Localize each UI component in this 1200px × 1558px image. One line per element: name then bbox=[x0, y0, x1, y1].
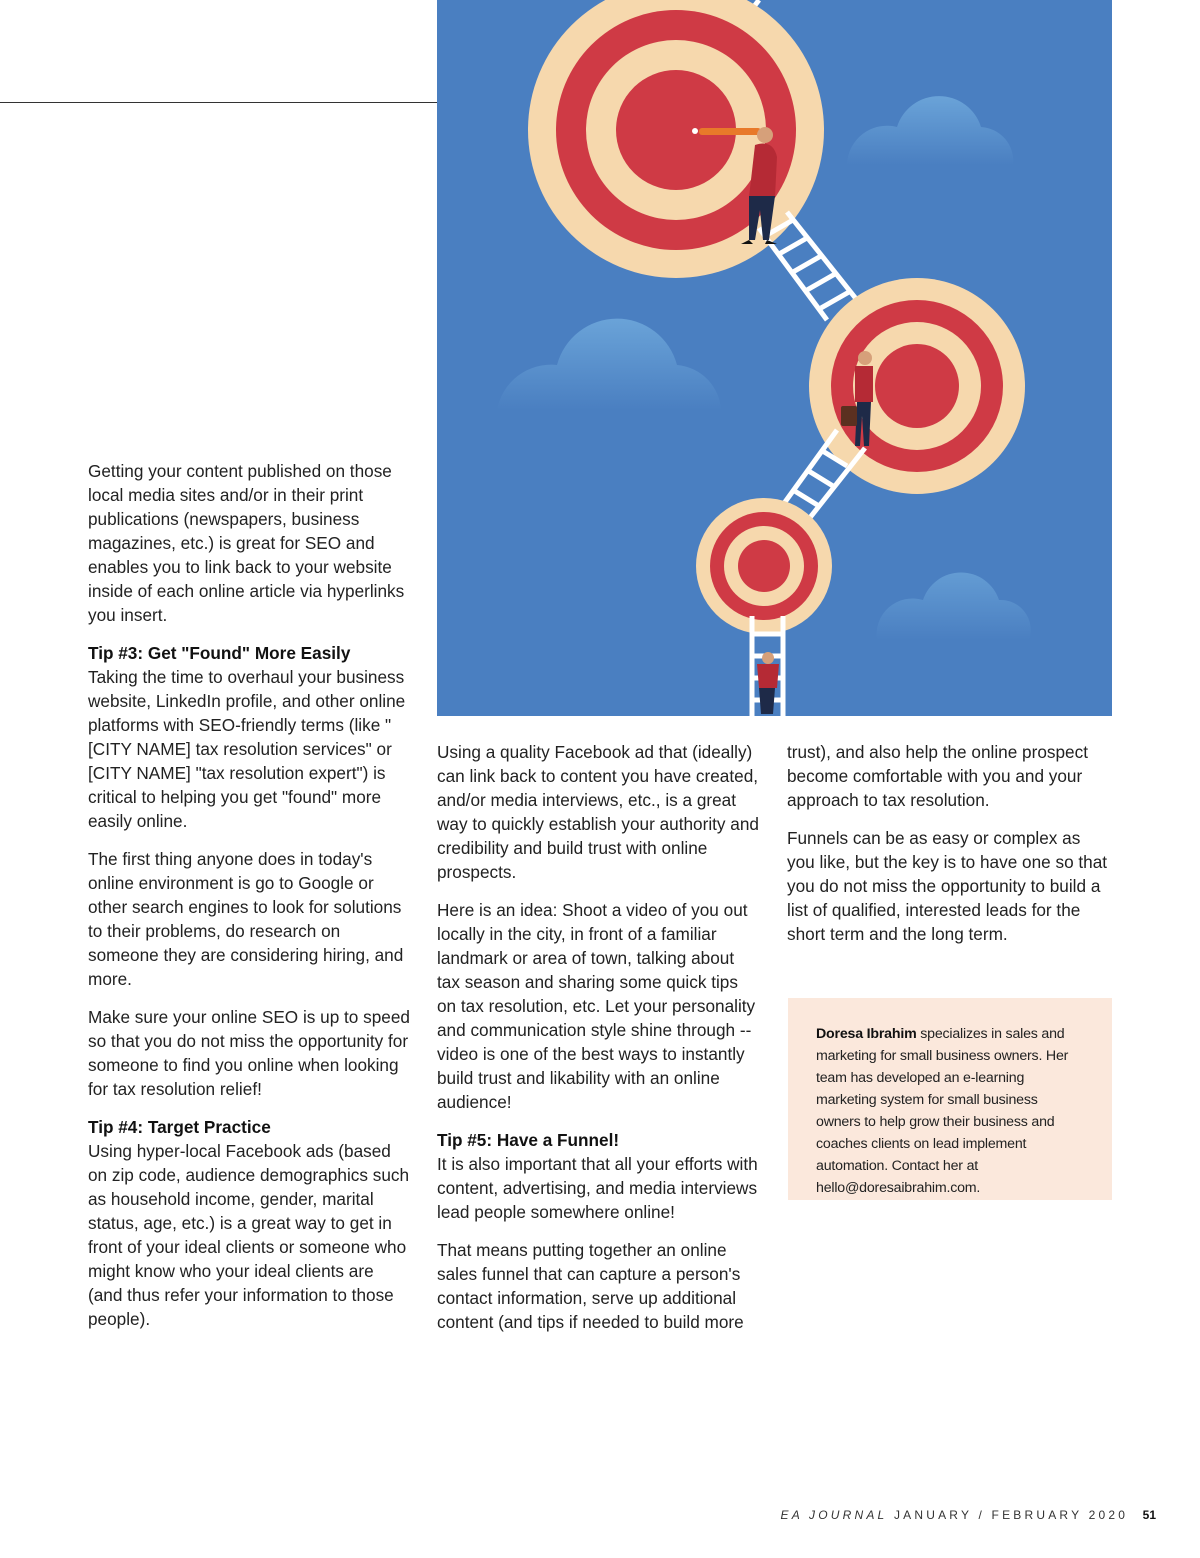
author-name: Doresa Ibrahim bbox=[816, 1026, 917, 1042]
target-icon bbox=[696, 498, 832, 634]
magazine-name: EA JOURNAL bbox=[780, 1508, 888, 1522]
paragraph: Make sure your online SEO is up to speed so that you do not miss the opportunity for someone to find you online when looking for tax resolution relief! bbox=[88, 1007, 410, 1099]
tip-5-heading: Tip #5: Have a Funnel! bbox=[437, 1130, 620, 1150]
briefcase-icon bbox=[841, 406, 857, 426]
tip-3-body: Taking the time to overhaul your business website, LinkedIn profile, and other online platforms with SEO-friendly terms (like "[CITY NAME] tax resolution services" or [CITY NAME] "tax resolution expert") is critical to helping you get "found" more easily online. bbox=[88, 667, 406, 831]
tip-4-heading: Tip #4: Target Practice bbox=[88, 1117, 271, 1137]
hero-illustration bbox=[437, 0, 1112, 716]
tip-5-body: It is also important that all your efforts with content, advertising, and media interviews lead people somewhere online! bbox=[437, 1154, 758, 1222]
article-column-2 bbox=[437, 740, 759, 1348]
paragraph: Using a quality Facebook ad that (ideally) can link back to content you have created, and/or media interviews, etc., is a great way to quickly establish your authority and credibility and build trust with online prospects. bbox=[437, 742, 759, 882]
tip-5-section bbox=[437, 1128, 759, 1224]
paragraph: Here is an idea: Shoot a video of you out locally in the city, in front of a familiar landmark or area of town, talking about tax season and sharing some quick tips on tax resolution, etc. Let your personality and communication style shine through -- video is one of the best ways to instantly build trust and likability with an online audience! bbox=[437, 900, 756, 1112]
tip-4-section bbox=[88, 1115, 410, 1331]
paragraph: The first thing anyone does in today's online environment is go to Google or other search engines to look for solutions to their problems, do research on someone they are considering hiring, and more. bbox=[88, 849, 404, 989]
header-rule bbox=[0, 102, 437, 103]
paragraph: Getting your content published on those local media sites and/or in their print publications (newspapers, business magazines, etc.) is great for SEO and enables you to link back to your website inside of each online article via hyperlinks you insert. bbox=[88, 461, 405, 625]
article-column-1 bbox=[88, 459, 410, 1345]
paragraph: That means putting together an online sales funnel that can capture a person's contact information, serve up additional content (and tips if needed to build more bbox=[437, 1240, 744, 1332]
paragraph: trust), and also help the online prospect become comfortable with you and your approach to tax resolution. bbox=[787, 742, 1088, 810]
page-footer bbox=[781, 1508, 1156, 1522]
tip-3-section bbox=[88, 641, 410, 833]
paragraph: Funnels can be as easy or complex as you like, but the key is to have one so that you do not miss the opportunity to build a list of qualified, interested leads for the short term and the long term. bbox=[787, 828, 1108, 944]
author-bio-box bbox=[788, 998, 1112, 1200]
tip-3-heading: Tip #3: Get "Found" More Easily bbox=[88, 643, 351, 663]
telescope-icon bbox=[699, 128, 761, 135]
issue-date: JANUARY / FEBRUARY 2020 bbox=[893, 1508, 1129, 1522]
author-bio-text: specializes in sales and marketing for small business owners. Her team has developed an e-learning marketing system for small business owners to help grow their business and coaches clients on lead implement automation. Contact her at hello@doresaibrahim.com. bbox=[816, 1026, 1069, 1196]
page-number: 51 bbox=[1142, 1508, 1156, 1522]
tip-4-body: Using hyper-local Facebook ads (based on zip code, audience demographics such as household income, gender, marital status, age, etc.) is a great way to get in front of your ideal clients or someone who might know who your ideal clients are (and thus refer your information to those people). bbox=[88, 1141, 410, 1329]
article-column-3 bbox=[787, 740, 1109, 960]
